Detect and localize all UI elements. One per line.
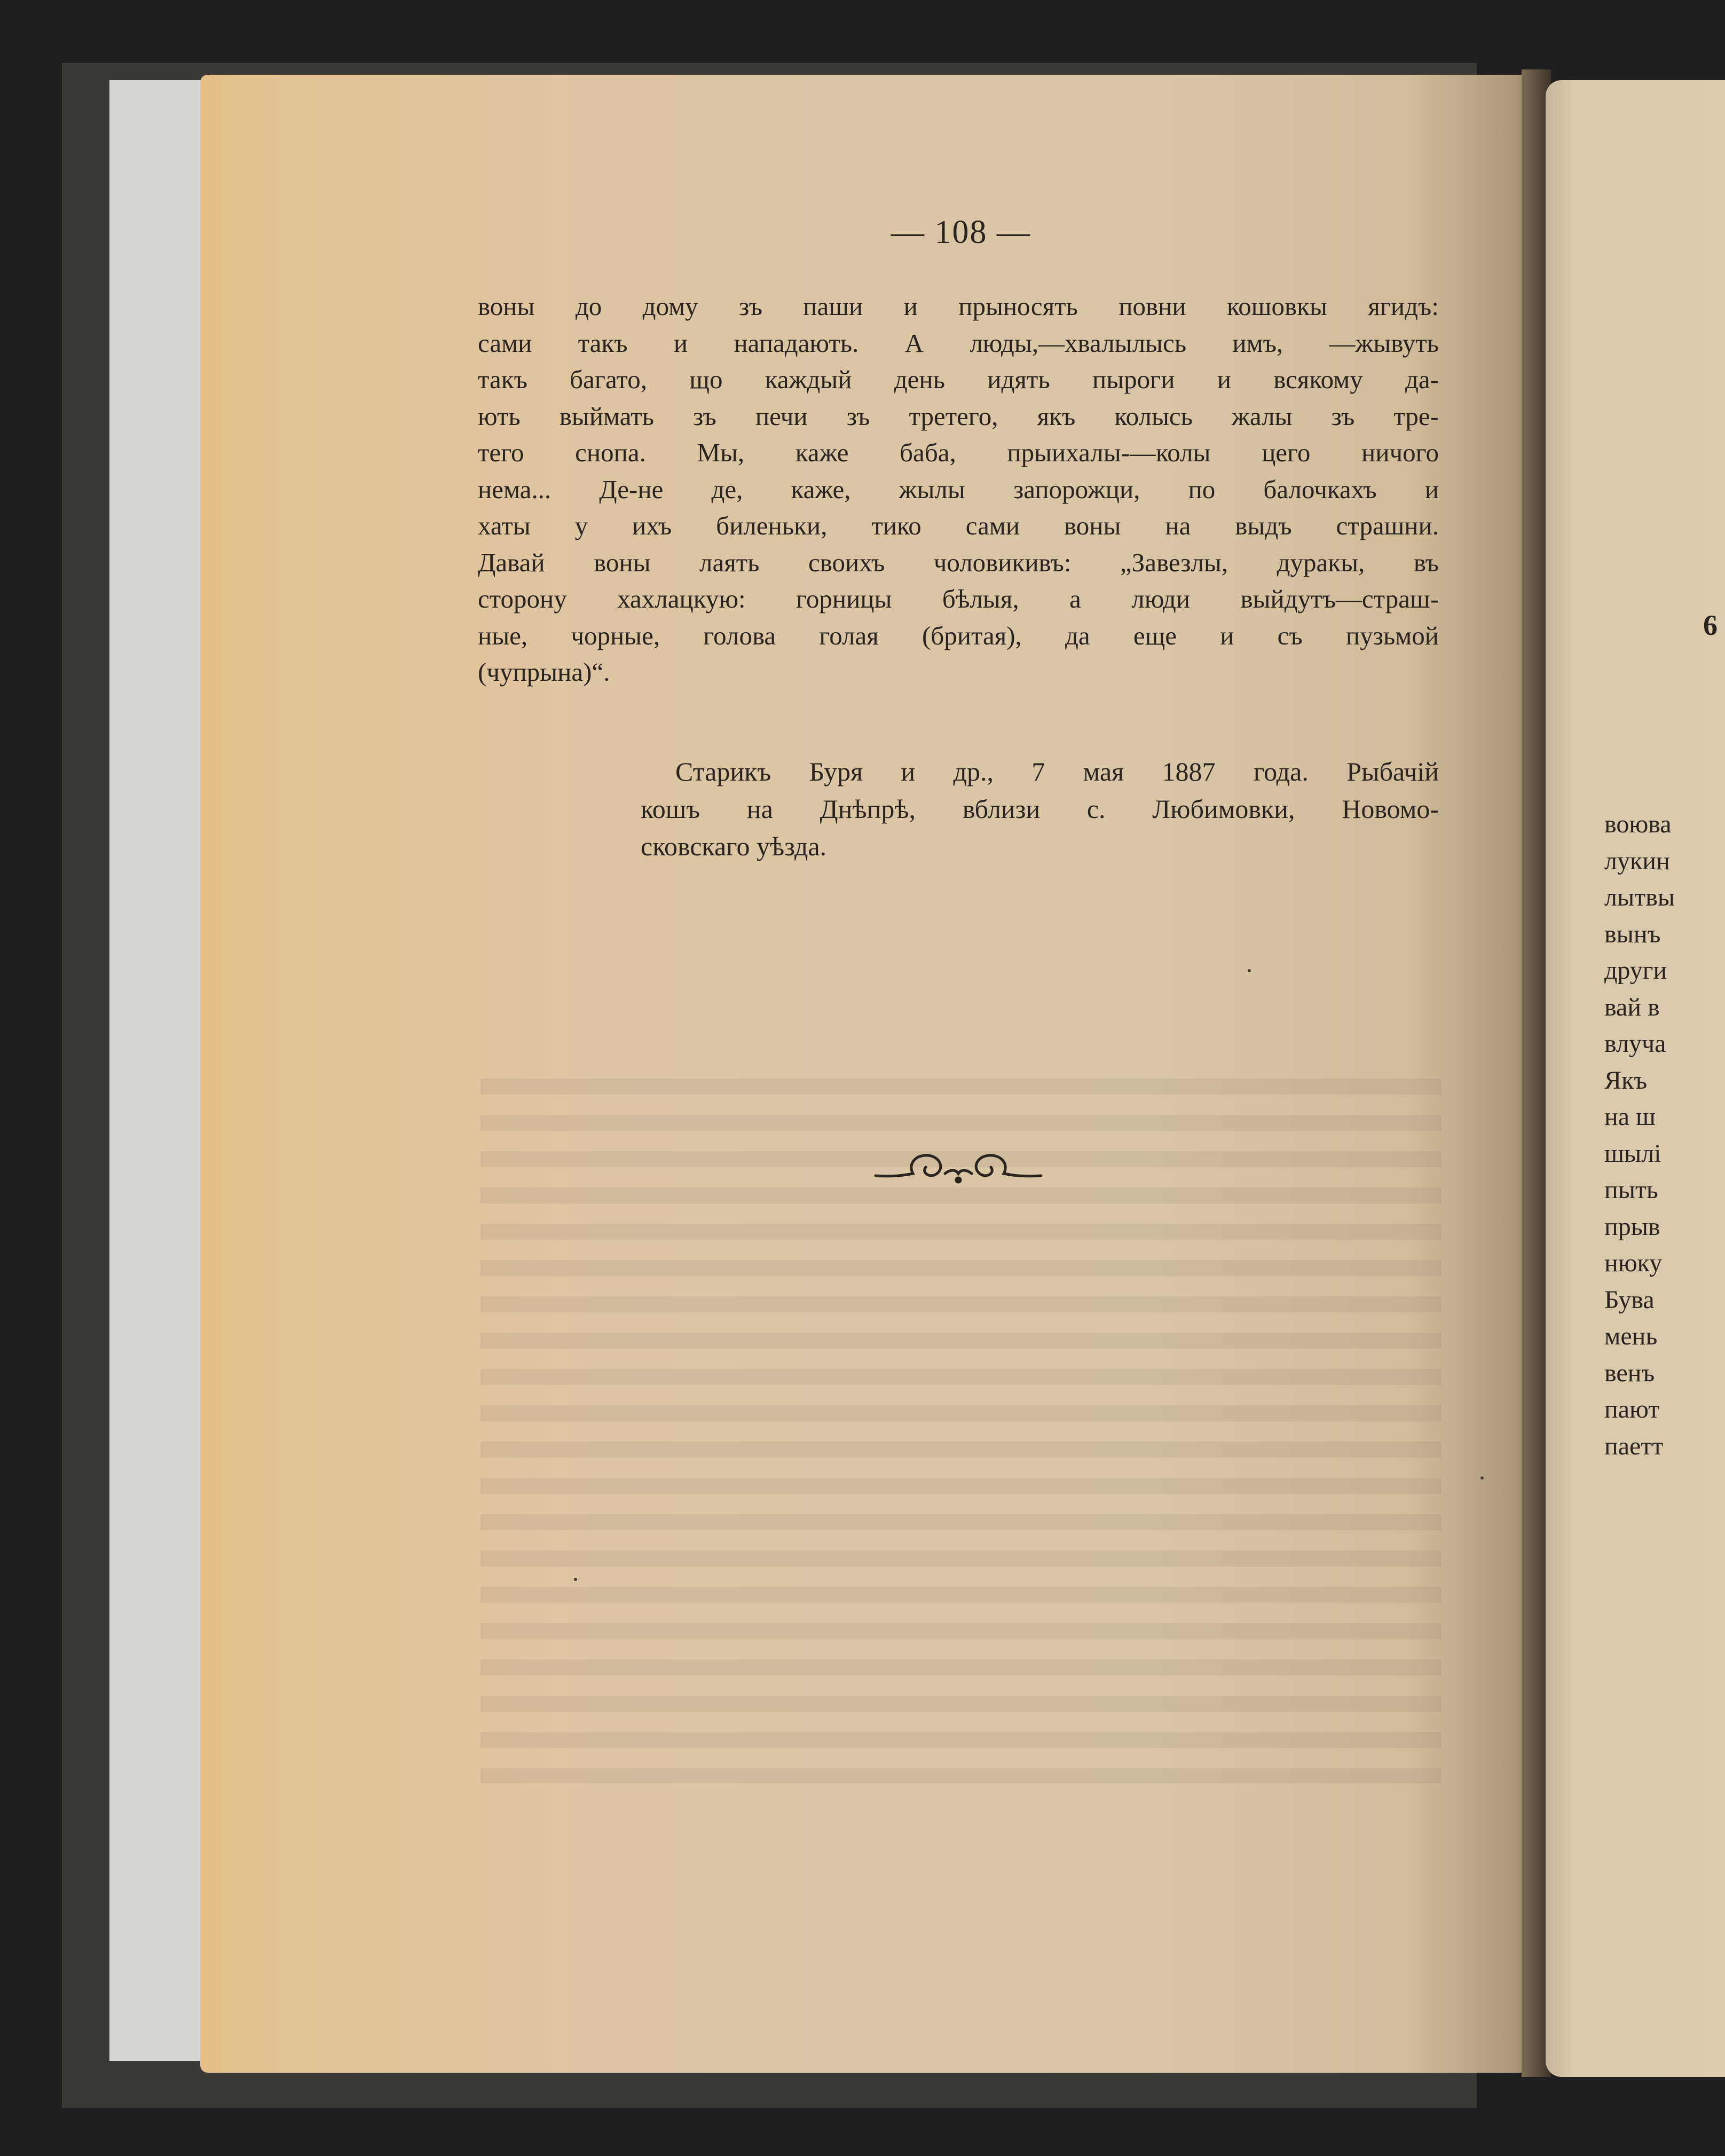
body-line: хаты у ихъ биленьки, тико сами воны на выдъ страшни. xyxy=(478,511,1439,540)
attribution-line: сковскаго уѣзда. xyxy=(641,831,827,861)
right-line: Бува xyxy=(1604,1285,1655,1314)
paper-speck xyxy=(1480,1476,1484,1480)
body-line: сторону хахлацкую: горницы бѣлыя, а люди выйдутъ—страш- xyxy=(478,584,1439,613)
body-paragraph xyxy=(478,288,1439,691)
right-line: Якъ xyxy=(1604,1066,1648,1095)
right-line: венъ xyxy=(1604,1358,1655,1387)
body-line: нема... Де-не де, каже, жылы запорожци, по балочкахъ и xyxy=(478,474,1439,504)
right-line: други xyxy=(1604,956,1667,985)
right-page-section-number: 6 xyxy=(1703,609,1718,641)
attribution-line: кошъ на Днѣпрѣ, вблизи с. Любимовки, Новомо- xyxy=(641,794,1439,824)
right-line: вай в xyxy=(1604,993,1660,1021)
right-line: лукин xyxy=(1604,846,1670,875)
body-line: (чупрына)“. xyxy=(478,657,610,687)
right-line: пыть xyxy=(1604,1176,1658,1204)
right-line: паетт xyxy=(1604,1431,1664,1460)
right-line: на ш xyxy=(1604,1103,1656,1131)
body-line: Давай воны лаять своихъ чоловикивъ: „Завезлы, дуракы, въ xyxy=(478,547,1439,577)
body-line: ные, чорные, голова голая (бритая), да еще и съ пузьмой xyxy=(478,620,1439,650)
attribution-line: Старикъ Буря и др., 7 мая 1887 года. Рыбачій xyxy=(675,757,1439,786)
right-line: влуча xyxy=(1604,1029,1666,1058)
body-line: сами такъ и нападають. А люды,—хвалылысь имъ, —жывуть xyxy=(478,328,1439,358)
right-line: мень xyxy=(1604,1322,1658,1350)
body-line: тего снопа. Мы, каже баба, прыихалы-—колы цего ничого xyxy=(478,438,1439,467)
right-line: шылі xyxy=(1604,1139,1661,1168)
right-line: пают xyxy=(1604,1395,1660,1423)
right-line: нюку xyxy=(1604,1249,1663,1277)
page-number: — 108 — xyxy=(891,214,1031,250)
right-line: воюва xyxy=(1604,810,1672,838)
paper-speck xyxy=(1248,969,1251,972)
right-line: прыв xyxy=(1604,1212,1660,1241)
right-page-text xyxy=(1604,806,1725,1465)
body-line: воны до дому зъ паши и прыносять повни кошовкы ягидъ: xyxy=(478,292,1439,321)
decorative-flourish-icon xyxy=(870,1143,1046,1191)
source-attribution xyxy=(641,753,1439,865)
right-line: лытвы xyxy=(1604,883,1675,911)
paper-speck xyxy=(574,1578,577,1581)
body-line: ють выймать зъ печи зъ третего, якъ колысь жалы зъ тре- xyxy=(478,401,1439,431)
right-line: вынъ xyxy=(1604,919,1661,948)
body-line: такъ багато, що каждый день идять пыроги и всякому да- xyxy=(478,365,1439,394)
